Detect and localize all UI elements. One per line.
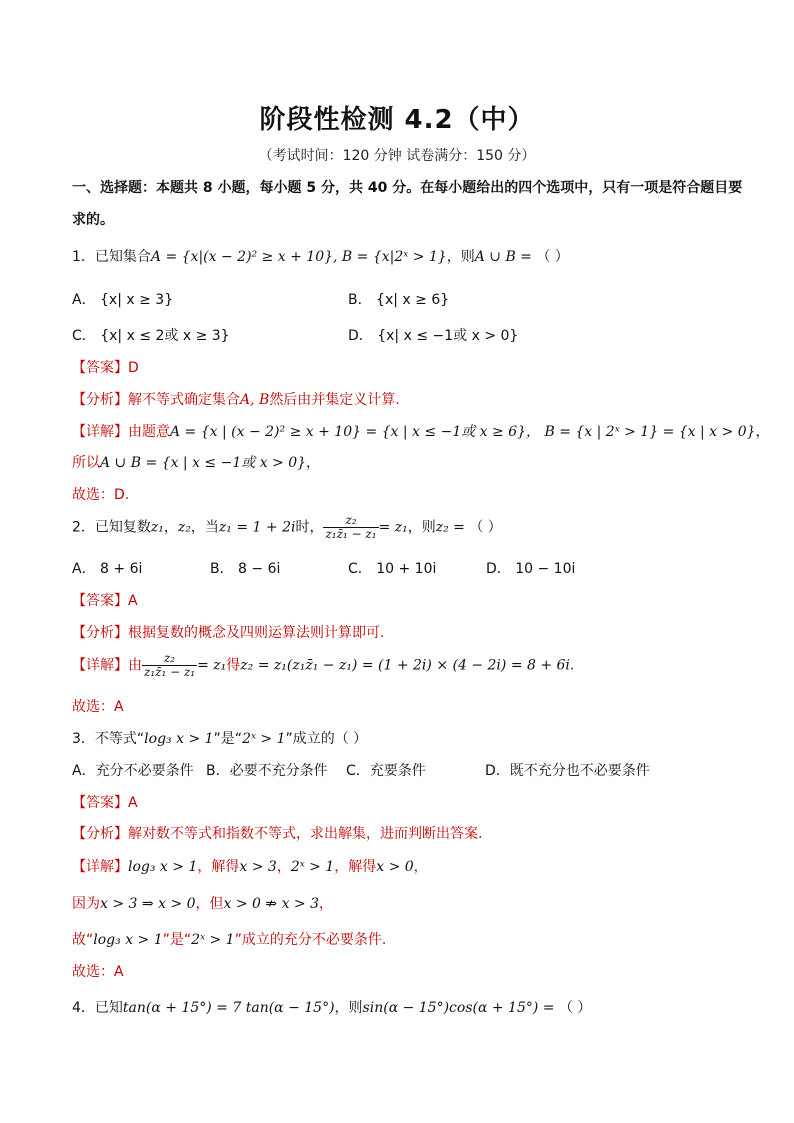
q1-option-b: B． {x| x ≥ 6} — [348, 292, 450, 308]
q3-hence-math: log₃ x > 1 — [93, 932, 163, 948]
q2-text: ，则 — [407, 519, 436, 536]
q3-because-math: x > 0 ⇏ x > 3 — [223, 896, 319, 912]
q2-analysis-text: 根据复数的概念及四则运算法则计算即可. — [128, 625, 385, 641]
q2-text: ，当 — [190, 519, 219, 536]
q3-detail-text: ， — [413, 859, 428, 875]
q3-text: ”成立的（ ） — [285, 731, 368, 747]
q3-hence-text: ”是“ — [162, 932, 192, 948]
q2-fraction — [323, 514, 378, 541]
q3-hence-text: ”成立的充分不必要条件. — [234, 932, 387, 948]
q1-blank: （ ） — [536, 249, 569, 265]
detail-label: 【详解】 — [72, 657, 128, 674]
q3-option-c: C．充要条件 — [346, 763, 426, 779]
q2-math: z₁ — [150, 519, 164, 536]
q1-analysis — [72, 389, 400, 409]
q2-text: ， — [163, 519, 178, 536]
q3-answer-value: A — [128, 795, 138, 811]
question-2-stem — [72, 514, 502, 541]
analysis-label: 【分析】 — [72, 826, 128, 842]
q2-pick — [72, 696, 124, 716]
q2-option-d: D． 10 − 10i — [486, 561, 576, 577]
q4-math: tan(α + 15°) = 7 tan(α − 15°) — [122, 1000, 335, 1016]
q1-answer-value: D — [128, 360, 139, 376]
q3-math: log₃ x > 1 — [144, 731, 214, 747]
q3-detail-text: ， — [276, 859, 291, 875]
section-heading-cont: 求的。 — [72, 212, 114, 228]
q4-text: 4．已知 — [72, 1000, 123, 1016]
answer-label: 【答案】 — [72, 593, 128, 609]
q3-option-d: D．既不充分也不必要条件 — [485, 763, 650, 779]
q1-analysis-math: A, B — [240, 392, 270, 408]
q2-blank: （ ） — [469, 519, 502, 536]
q2-detail-numerator: z₂ — [142, 652, 197, 666]
q3-option-b: B．必要不充分条件 — [206, 763, 328, 779]
q1-option-a: A． {x| x ≥ 3} — [72, 292, 174, 308]
q3-answer — [72, 792, 138, 812]
q3-because-text: ，但 — [195, 896, 224, 912]
q1-math-sets: A = {x|(x − 2)² ≥ x + 10}, B = {x|2ˣ > 1} — [150, 249, 447, 265]
q3-because-text: 因为 — [72, 896, 100, 912]
q4-text: ，则 — [334, 1000, 363, 1016]
section-heading: 一、选择题：本题共 8 小题，每小题 5 分，共 40 分。在每小题给出的四个选项中，只有一项是符合题目要 — [72, 180, 743, 196]
q2-option-b: B． 8 − 6i — [210, 561, 281, 577]
q2-detail-fraction — [142, 652, 197, 679]
q2-detail-math: z₂ = z₁(z₁z̄₁ − z₁) = (1 + 2i) × (4 − 2i) = 8 + 6i — [240, 657, 570, 674]
q3-detail-math: log₃ x > 1 — [128, 859, 198, 875]
q4-blank: （ ） — [558, 1000, 592, 1016]
q3-because — [72, 893, 333, 913]
q2-detail-denominator: z₁z̄₁ − z₁ — [144, 665, 196, 679]
q3-detail — [72, 856, 428, 876]
q3-analysis — [72, 823, 482, 843]
q1-text: ，则 — [446, 249, 475, 265]
q1-analysis-text: 然后由并集定义计算. — [269, 392, 400, 408]
q3-hence — [72, 929, 386, 949]
q1-conclusion-text: 所以 — [72, 455, 100, 471]
q1-detail-math: A = {x | (x − 2)² ≥ x + 10} = {x | x ≤ −1或 x ≥ 6}， B = {x | 2ˣ > 1} = {x | x > 0} — [170, 424, 756, 440]
q3-text: 3．不等式“ — [72, 731, 145, 747]
q3-because-text: ， — [319, 896, 333, 912]
question-3-stem — [72, 728, 367, 748]
q2-detail-text: 由 — [128, 657, 142, 674]
q1-answer — [72, 357, 139, 377]
q3-pick-value: A — [114, 964, 124, 980]
q1-conclusion-text: ， — [306, 455, 321, 471]
q3-because-math: x > 3 ⇒ x > 0 — [100, 896, 196, 912]
answer-label: 【答案】 — [72, 360, 128, 376]
q2-fraction-denominator: z₁z̄₁ − z₁ — [325, 527, 377, 541]
question-4-stem — [72, 997, 591, 1017]
q1-detail-text: ， — [755, 424, 770, 440]
q2-math: z₂ — [177, 519, 191, 536]
q1-pick-value: D. — [114, 487, 130, 503]
pick-label: 故选： — [72, 487, 114, 503]
detail-label: 【详解】 — [72, 424, 128, 440]
q3-detail-math: 2ˣ > 1 — [290, 859, 335, 875]
q3-detail-math: x > 0 — [376, 859, 414, 875]
q2-option-c: C． 10 + 10i — [348, 561, 437, 577]
q1-text: 1．已知集合 — [72, 249, 151, 265]
q1-option-d: D． {x| x ≤ −1或 x > 0} — [348, 328, 519, 344]
q2-detail-text: 得 — [226, 657, 241, 674]
question-1-stem — [72, 246, 569, 266]
q3-hence-text: 故“ — [72, 932, 94, 948]
q1-conclusion-math: A ∪ B = {x | x ≤ −1或 x > 0} — [100, 455, 307, 471]
q1-conclusion — [72, 452, 320, 472]
q2-fraction-numerator: z₂ — [323, 514, 378, 528]
q3-detail-math: x > 3 — [239, 859, 277, 875]
answer-label: 【答案】 — [72, 795, 128, 811]
analysis-label: 【分析】 — [72, 625, 128, 641]
detail-label: 【详解】 — [72, 859, 128, 875]
q2-text: 时， — [295, 519, 324, 536]
q3-option-a: A．充分不必要条件 — [72, 763, 194, 779]
q2-text: 2．已知复数 — [72, 519, 151, 536]
q2-answer — [72, 590, 138, 610]
q4-math: sin(α − 15°)cos(α + 15°) = — [362, 1000, 559, 1016]
q1-pick — [72, 484, 129, 504]
q2-pick-value: A — [114, 699, 124, 715]
q1-detail-text: 由题意 — [128, 424, 170, 440]
q2-option-a: A． 8 + 6i — [72, 561, 143, 577]
q3-detail-text: ，解得 — [334, 859, 377, 875]
q2-detail-text: . — [569, 657, 575, 674]
pick-label: 故选： — [72, 964, 114, 980]
analysis-label: 【分析】 — [72, 392, 128, 408]
q3-math: 2ˣ > 1 — [242, 731, 286, 747]
pick-label: 故选： — [72, 699, 114, 715]
q1-detail — [72, 421, 770, 441]
q2-analysis — [72, 622, 384, 642]
q3-detail-text: ，解得 — [197, 859, 240, 875]
q3-pick — [72, 961, 124, 981]
q2-math: = z₁ — [378, 519, 408, 536]
page-title: 阶段性检测 4.2（中） — [259, 105, 535, 135]
q1-math-union: A ∪ B = — [474, 249, 537, 265]
q3-text: ”是“ — [213, 731, 243, 747]
q1-analysis-text: 解不等式确定集合 — [128, 392, 240, 408]
q3-hence-math: 2ˣ > 1 — [191, 932, 235, 948]
q1-option-c: C． {x| x ≤ 2或 x ≥ 3} — [72, 328, 230, 344]
q2-detail-math: = z₁ — [197, 657, 227, 674]
exam-info: （考试时间：120 分钟 试卷满分：150 分） — [258, 148, 536, 164]
q2-detail — [72, 652, 574, 679]
q2-answer-value: A — [128, 593, 138, 609]
q3-analysis-text: 解对数不等式和指数不等式，求出解集，进而判断出答案. — [128, 826, 483, 842]
q2-math: z₁ = 1 + 2i — [218, 519, 296, 536]
q2-math: z₂ = — [435, 519, 470, 536]
